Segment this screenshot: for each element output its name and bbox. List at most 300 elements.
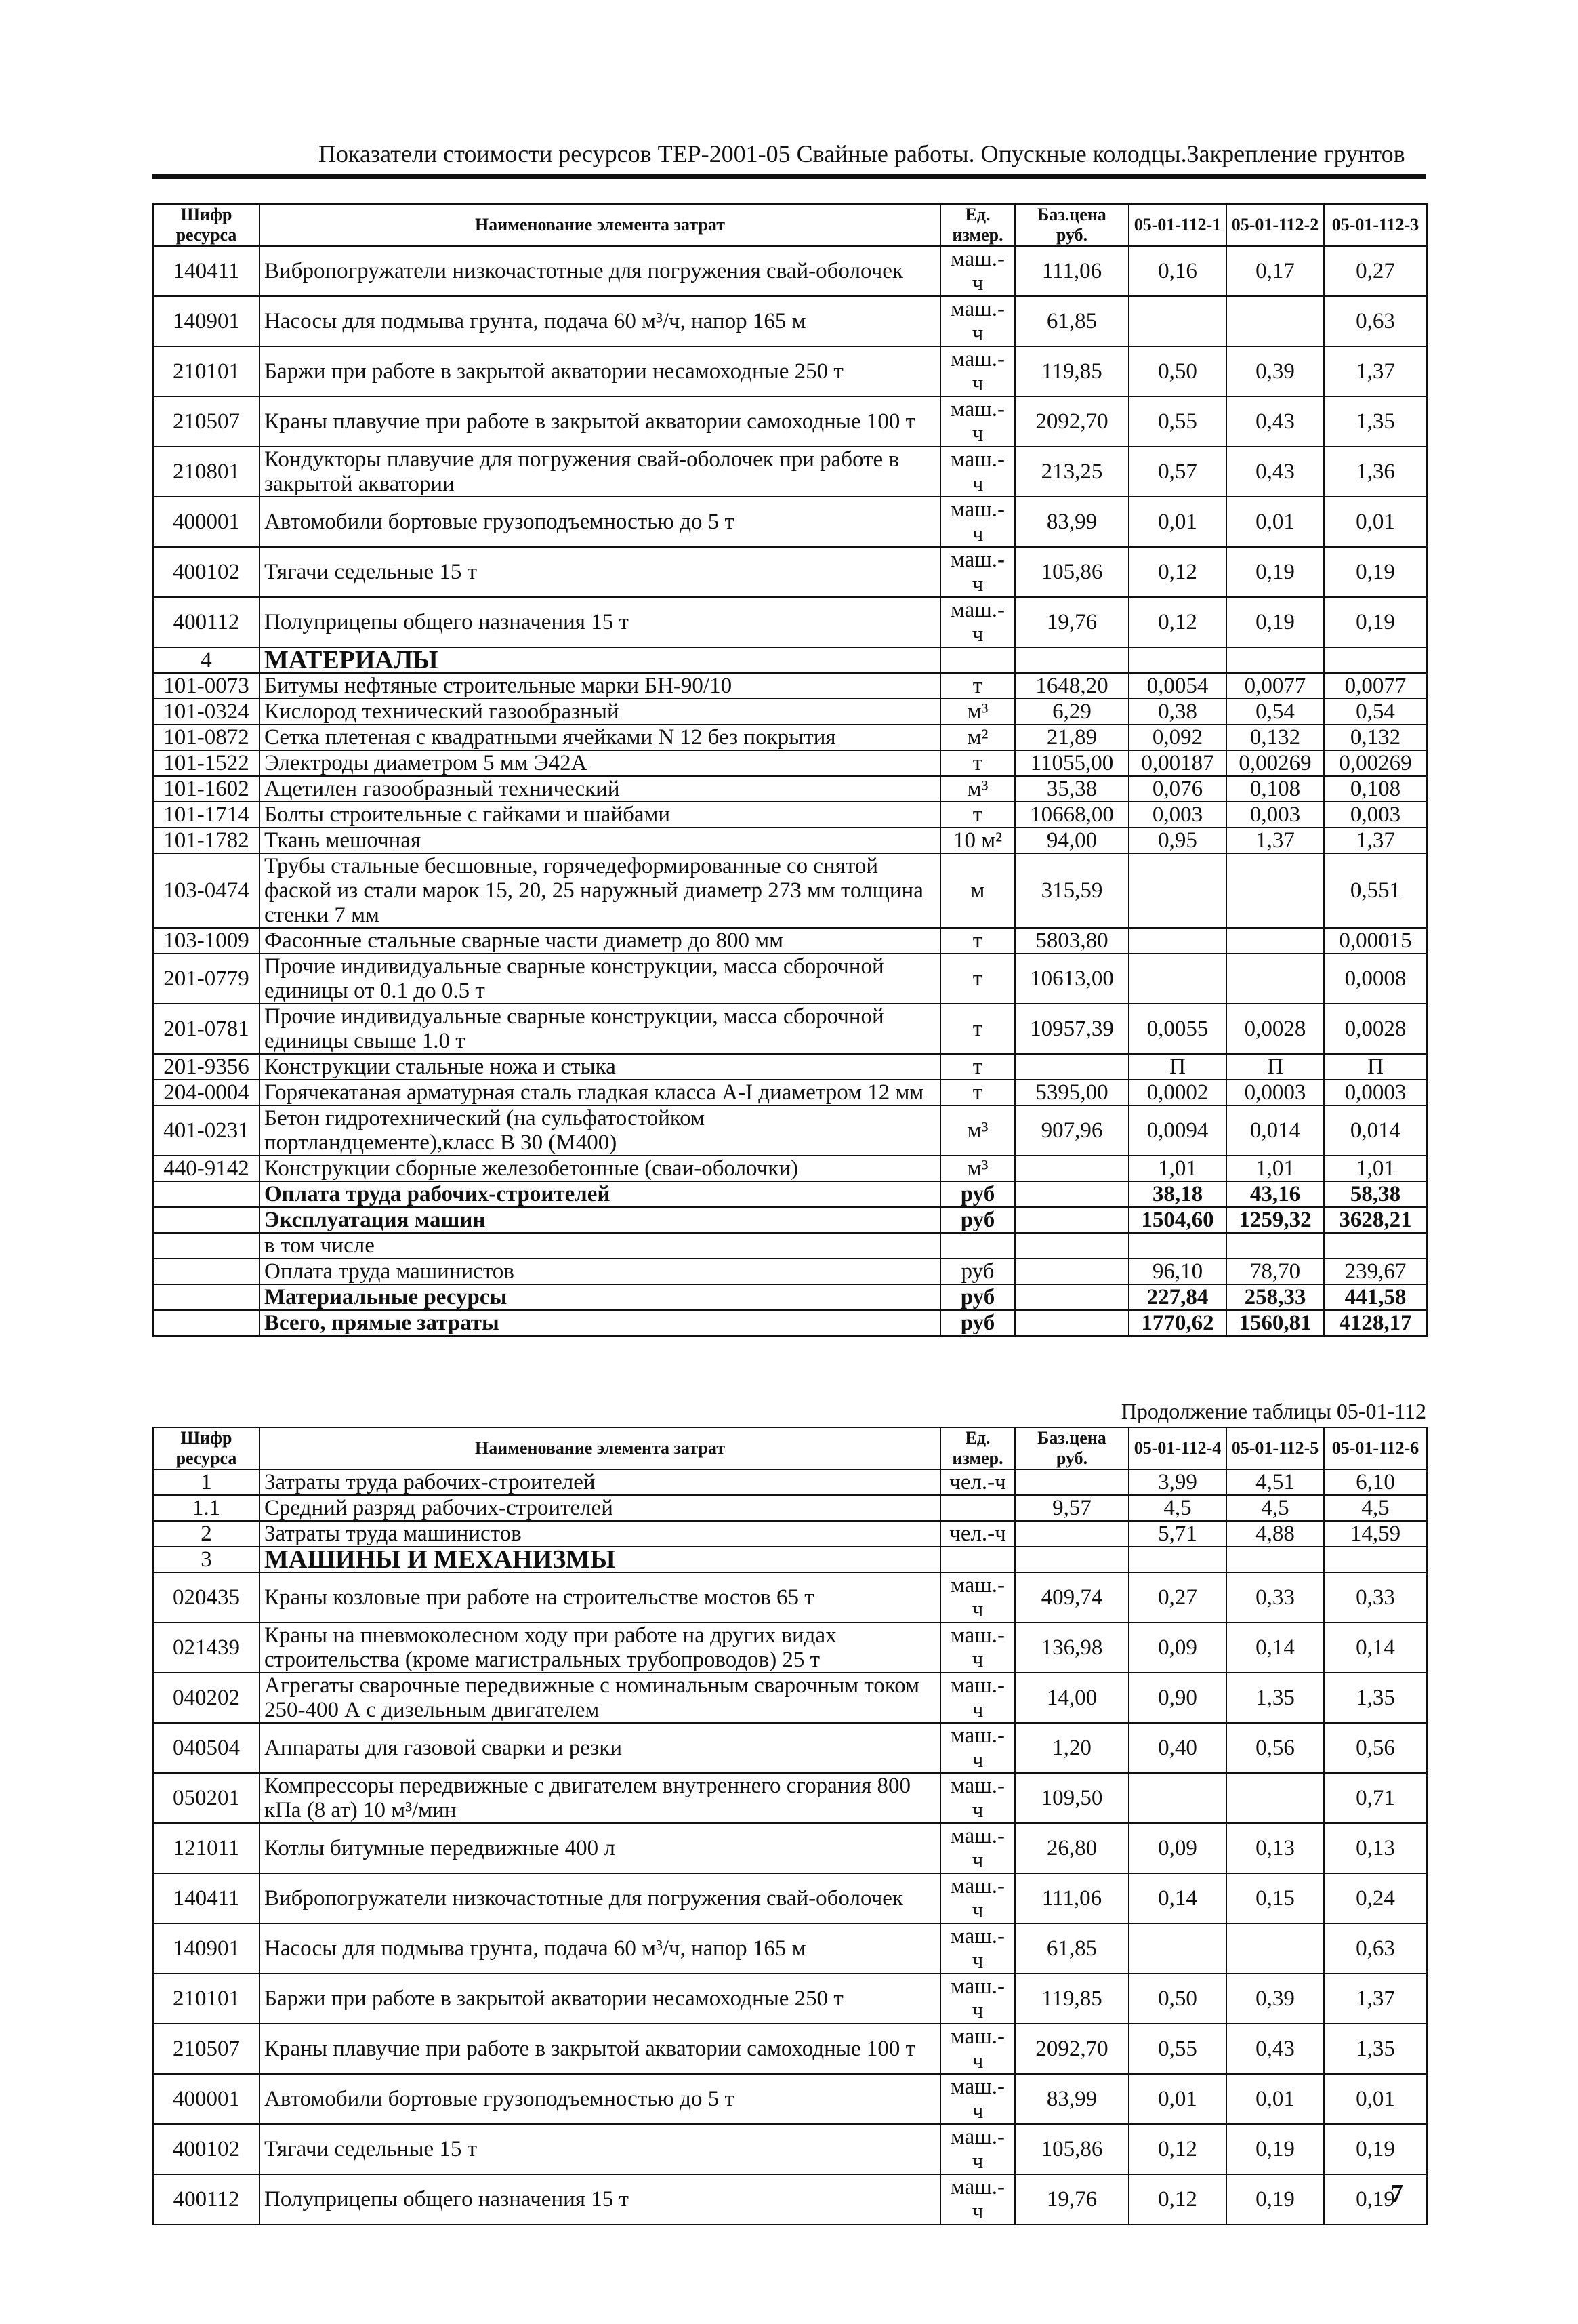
cell-c1: 4,5 <box>1129 1495 1226 1521</box>
cell-c2: 0,39 <box>1226 346 1324 396</box>
cell-c3: 6,10 <box>1324 1469 1427 1495</box>
cell-c2 <box>1226 1233 1324 1259</box>
cell-unit: маш.-ч <box>940 447 1015 497</box>
cell-c1 <box>1129 296 1226 346</box>
cell-price: 83,99 <box>1015 497 1129 547</box>
cell-c2: 0,33 <box>1226 1572 1324 1623</box>
cell-price: 2092,70 <box>1015 2024 1129 2074</box>
cell-c3: 0,014 <box>1324 1105 1427 1156</box>
cell-name: Конструкции сборные железобетонные (сваи-оболочки) <box>259 1156 940 1181</box>
cell-c2: 4,88 <box>1226 1521 1324 1547</box>
cell-price: 11055,00 <box>1015 750 1129 776</box>
cell-c2: 0,39 <box>1226 1974 1324 2024</box>
cell-price: 9,57 <box>1015 1495 1129 1521</box>
cell-c3: 4128,17 <box>1324 1310 1427 1336</box>
cell-price: 2092,70 <box>1015 396 1129 447</box>
cell-unit: руб <box>940 1310 1015 1336</box>
cell-price: 213,25 <box>1015 447 1129 497</box>
table-row <box>153 928 1427 954</box>
cell-price: 136,98 <box>1015 1623 1129 1673</box>
cell-price <box>1015 1233 1129 1259</box>
cell-c3: 3628,21 <box>1324 1207 1427 1233</box>
cell-unit: т <box>940 928 1015 954</box>
cell-c3: 0,33 <box>1324 1572 1427 1623</box>
cell-price: 61,85 <box>1015 1923 1129 1974</box>
cell-name: Краны плавучие при работе в закрытой акватории самоходные 100 т <box>259 2024 940 2074</box>
cell-c1: 227,84 <box>1129 1284 1226 1310</box>
cell-unit: маш.-ч <box>940 597 1015 647</box>
cell-c3: 58,38 <box>1324 1181 1427 1207</box>
cell-c3: 0,24 <box>1324 1873 1427 1923</box>
cell-price <box>1015 1207 1129 1233</box>
cell-code: 101-0324 <box>153 699 259 725</box>
cell-c3: 1,35 <box>1324 2024 1427 2074</box>
cell-unit: маш.-ч <box>940 497 1015 547</box>
cell-price: 83,99 <box>1015 2074 1129 2124</box>
cell-code: 204-0004 <box>153 1080 259 1105</box>
table-row <box>153 346 1427 396</box>
table-row <box>153 673 1427 699</box>
cell-name: Насосы для подмыва грунта, подача 60 м³/ч, напор 165 м <box>259 296 940 346</box>
cell-name: МАТЕРИАЛЫ <box>259 647 940 673</box>
cell-name: Прочие индивидуальные сварные конструкции, масса сборочной единицы от 0.1 до 0.5 т <box>259 954 940 1004</box>
cell-price <box>1015 647 1129 673</box>
cell-unit: м³ <box>940 699 1015 725</box>
cell-code <box>153 1233 259 1259</box>
cell-c2 <box>1226 853 1324 928</box>
cell-c1: 0,0002 <box>1129 1080 1226 1105</box>
cell-code: 401-0231 <box>153 1105 259 1156</box>
cell-unit: маш.-ч <box>940 1773 1015 1823</box>
cell-c1: 0,27 <box>1129 1572 1226 1623</box>
cell-name: Краны козловые при работе на строительстве мостов 65 т <box>259 1572 940 1623</box>
cell-c2: 4,5 <box>1226 1495 1324 1521</box>
cell-c1: 0,16 <box>1129 246 1226 296</box>
cell-price: 109,50 <box>1015 1773 1129 1823</box>
cell-c2: 4,51 <box>1226 1469 1324 1495</box>
cell-c2: 0,19 <box>1226 2174 1324 2224</box>
cell-unit <box>940 1547 1015 1572</box>
cell-c1: 0,01 <box>1129 2074 1226 2124</box>
cell-name: Насосы для подмыва грунта, подача 60 м³/ч, напор 165 м <box>259 1923 940 1974</box>
cell-code: 101-1782 <box>153 828 259 853</box>
cell-c1: 0,95 <box>1129 828 1226 853</box>
cell-c1: 0,50 <box>1129 1974 1226 2024</box>
cell-price <box>1015 1156 1129 1181</box>
cell-c2: 43,16 <box>1226 1181 1324 1207</box>
table-row <box>153 2024 1427 2074</box>
cell-c1: 1770,62 <box>1129 1310 1226 1336</box>
cell-code <box>153 1284 259 1310</box>
col-header-code: Шифр ресурса <box>153 1427 259 1469</box>
cell-price <box>1015 1521 1129 1547</box>
cell-c1: 0,0054 <box>1129 673 1226 699</box>
cell-name: Эксплуатация машин <box>259 1207 940 1233</box>
cell-c3 <box>1324 647 1427 673</box>
cell-code: 1 <box>153 1469 259 1495</box>
cell-code: 400112 <box>153 2174 259 2224</box>
cell-c3: 0,0077 <box>1324 673 1427 699</box>
col-header-c3: 05-01-112-3 <box>1324 204 1427 246</box>
cell-code: 101-0073 <box>153 673 259 699</box>
cell-unit: маш.-ч <box>940 246 1015 296</box>
cell-name: МАШИНЫ И МЕХАНИЗМЫ <box>259 1547 940 1572</box>
cell-price: 105,86 <box>1015 2124 1129 2174</box>
cell-name: в том числе <box>259 1233 940 1259</box>
cell-c1: 1,01 <box>1129 1156 1226 1181</box>
cell-unit: маш.-ч <box>940 2174 1015 2224</box>
cell-c2: 0,43 <box>1226 447 1324 497</box>
cell-c1: 0,90 <box>1129 1673 1226 1723</box>
cell-name: Болты строительные с гайками и шайбами <box>259 802 940 828</box>
cell-c3: 0,63 <box>1324 296 1427 346</box>
cell-price: 61,85 <box>1015 296 1129 346</box>
table-row <box>153 1773 1427 1823</box>
cell-c1: 0,12 <box>1129 2174 1226 2224</box>
cell-c1: 0,55 <box>1129 2024 1226 2074</box>
cell-c3: 441,58 <box>1324 1284 1427 1310</box>
table-row <box>153 1207 1427 1233</box>
cell-c1: 96,10 <box>1129 1259 1226 1284</box>
cell-c2: 0,43 <box>1226 2024 1324 2074</box>
cell-c2: 78,70 <box>1226 1259 1324 1284</box>
cell-name: Баржи при работе в закрытой акватории несамоходные 250 т <box>259 1974 940 2024</box>
col-header-price: Баз.цена руб. <box>1015 204 1129 246</box>
table-row <box>153 1873 1427 1923</box>
cell-c2: П <box>1226 1054 1324 1080</box>
cell-c2 <box>1226 296 1324 346</box>
table-row <box>153 597 1427 647</box>
cell-name: Компрессоры передвижные с двигателем внутреннего сгорания 800 кПа (8 ат) 10 м³/мин <box>259 1773 940 1823</box>
cell-c1: 0,076 <box>1129 776 1226 802</box>
cell-c1: 0,0055 <box>1129 1004 1226 1054</box>
cell-c3: 0,19 <box>1324 2174 1427 2224</box>
cell-name: Оплата труда машинистов <box>259 1259 940 1284</box>
cell-code: 201-0779 <box>153 954 259 1004</box>
table-row <box>153 1310 1427 1336</box>
cell-code: 140901 <box>153 296 259 346</box>
table-row <box>153 1623 1427 1673</box>
cell-code: 4 <box>153 647 259 673</box>
cell-c1: 0,0094 <box>1129 1105 1226 1156</box>
cell-c2: 0,54 <box>1226 699 1324 725</box>
cell-name: Полуприцепы общего назначения 15 т <box>259 2174 940 2224</box>
table-row <box>153 1284 1427 1310</box>
cell-unit: маш.-ч <box>940 547 1015 597</box>
cell-name: Ткань мешочная <box>259 828 940 853</box>
cell-c3: 4,5 <box>1324 1495 1427 1521</box>
cell-c3: 1,37 <box>1324 1974 1427 2024</box>
cell-c1: 0,00187 <box>1129 750 1226 776</box>
cell-code: 1.1 <box>153 1495 259 1521</box>
cell-c2: 0,19 <box>1226 2124 1324 2174</box>
page-header: Показатели стоимости ресурсов ТЕР-2001-05 Свайные работы. Опускные колодцы.Закрепление грунтов <box>318 140 1405 167</box>
cell-c2 <box>1226 1923 1324 1974</box>
cell-c1 <box>1129 954 1226 1004</box>
cell-code: 400001 <box>153 497 259 547</box>
table-row <box>153 1974 1427 2024</box>
table-row <box>153 1572 1427 1623</box>
table-row <box>153 725 1427 750</box>
cell-code: 050201 <box>153 1773 259 1823</box>
cell-c3: 0,19 <box>1324 597 1427 647</box>
cell-name: Прочие индивидуальные сварные конструкции, масса сборочной единицы свыше 1.0 т <box>259 1004 940 1054</box>
cell-name: Трубы стальные бесшовные, горячедеформированные со снятой фаской из стали марок 15, 20, 25 наружный диаметр 273 мм толщина стенки 7 мм <box>259 853 940 928</box>
cell-price <box>1015 1259 1129 1284</box>
cell-c3: 0,56 <box>1324 1723 1427 1773</box>
cell-unit: маш.-ч <box>940 1923 1015 1974</box>
cell-unit: руб <box>940 1259 1015 1284</box>
cell-c1: П <box>1129 1054 1226 1080</box>
cell-unit: маш.-ч <box>940 2124 1015 2174</box>
cell-code: 103-1009 <box>153 928 259 954</box>
cell-price: 111,06 <box>1015 246 1129 296</box>
cell-name: Затраты труда машинистов <box>259 1521 940 1547</box>
cell-c2: 0,108 <box>1226 776 1324 802</box>
cell-code: 140411 <box>153 1873 259 1923</box>
cell-c1 <box>1129 928 1226 954</box>
cell-name: Бетон гидротехнический (на сульфатостойком портландцементе),класс В 30 (М400) <box>259 1105 940 1156</box>
cell-code: 400001 <box>153 2074 259 2124</box>
cell-unit: м <box>940 853 1015 928</box>
cell-unit: чел.-ч <box>940 1521 1015 1547</box>
table-row <box>153 1105 1427 1156</box>
cell-code: 101-1714 <box>153 802 259 828</box>
col-header-c2: 05-01-112-5 <box>1226 1427 1324 1469</box>
cell-c1: 38,18 <box>1129 1181 1226 1207</box>
cell-code: 040202 <box>153 1673 259 1723</box>
cell-code: 201-9356 <box>153 1054 259 1080</box>
cell-name: Кислород технический газообразный <box>259 699 940 725</box>
col-header-price: Баз.цена руб. <box>1015 1427 1129 1469</box>
cell-code: 3 <box>153 1547 259 1572</box>
cell-unit: маш.-ч <box>940 1623 1015 1673</box>
cell-unit: маш.-ч <box>940 1974 1015 2024</box>
cell-price <box>1015 1469 1129 1495</box>
cell-c3 <box>1324 1547 1427 1572</box>
cell-name: Всего, прямые затраты <box>259 1310 940 1336</box>
cell-name: Полуприцепы общего назначения 15 т <box>259 597 940 647</box>
table-row <box>153 1004 1427 1054</box>
cell-price: 105,86 <box>1015 547 1129 597</box>
table-header-row <box>153 204 1427 246</box>
cell-unit <box>940 1233 1015 1259</box>
cell-c1: 1504,60 <box>1129 1207 1226 1233</box>
cell-c3: 0,108 <box>1324 776 1427 802</box>
cell-c3: 0,19 <box>1324 547 1427 597</box>
cell-c2: 0,01 <box>1226 497 1324 547</box>
cell-name: Ацетилен газообразный технический <box>259 776 940 802</box>
col-header-c2: 05-01-112-2 <box>1226 204 1324 246</box>
table-row <box>153 1723 1427 1773</box>
cell-name: Электроды диаметром 5 мм Э42А <box>259 750 940 776</box>
cell-unit: т <box>940 1004 1015 1054</box>
table-row <box>153 1469 1427 1495</box>
cell-c3: 1,35 <box>1324 1673 1427 1723</box>
cell-price: 94,00 <box>1015 828 1129 853</box>
col-header-code: Шифр ресурса <box>153 204 259 246</box>
cell-c2 <box>1226 1773 1324 1823</box>
col-header-c3: 05-01-112-6 <box>1324 1427 1427 1469</box>
cell-unit: т <box>940 1080 1015 1105</box>
cell-c1: 0,12 <box>1129 2124 1226 2174</box>
table-row <box>153 1673 1427 1723</box>
table-row <box>153 853 1427 928</box>
cell-c1 <box>1129 1923 1226 1974</box>
cell-name: Вибропогружатели низкочастотные для погружения свай-оболочек <box>259 246 940 296</box>
cell-code: 400102 <box>153 2124 259 2174</box>
table-row <box>153 750 1427 776</box>
cell-c2: 1560,81 <box>1226 1310 1324 1336</box>
cell-c3: 0,01 <box>1324 497 1427 547</box>
continuation-caption: Продолжение таблицы 05-01-112 <box>1121 1399 1426 1423</box>
cell-price: 409,74 <box>1015 1572 1129 1623</box>
cell-c3: 1,01 <box>1324 1156 1427 1181</box>
cell-unit: 10 м² <box>940 828 1015 853</box>
cell-c1 <box>1129 1773 1226 1823</box>
col-header-name: Наименование элемента затрат <box>259 1427 940 1469</box>
cell-unit: руб <box>940 1284 1015 1310</box>
cell-c2: 0,14 <box>1226 1623 1324 1673</box>
cell-c1 <box>1129 647 1226 673</box>
cell-price: 1648,20 <box>1015 673 1129 699</box>
cell-unit: т <box>940 750 1015 776</box>
table-row <box>153 1923 1427 1974</box>
cell-unit: маш.-ч <box>940 2074 1015 2124</box>
cell-name: Автомобили бортовые грузоподъемностью до 5 т <box>259 497 940 547</box>
cell-code: 140901 <box>153 1923 259 1974</box>
cell-price: 907,96 <box>1015 1105 1129 1156</box>
col-header-c1: 05-01-112-4 <box>1129 1427 1226 1469</box>
resource-table-1 <box>152 203 1428 1337</box>
cell-c1: 0,57 <box>1129 447 1226 497</box>
cell-c2: 0,0028 <box>1226 1004 1324 1054</box>
table-row <box>153 828 1427 853</box>
table-row <box>153 497 1427 547</box>
cell-unit: маш.-ч <box>940 1823 1015 1873</box>
cell-price <box>1015 1181 1129 1207</box>
cell-name: Фасонные стальные сварные части диаметр до 800 мм <box>259 928 940 954</box>
cell-c3: П <box>1324 1054 1427 1080</box>
cell-c2: 0,132 <box>1226 725 1324 750</box>
cell-price: 5395,00 <box>1015 1080 1129 1105</box>
cell-price: 119,85 <box>1015 346 1129 396</box>
cell-code: 210101 <box>153 1974 259 2024</box>
cell-name: Аппараты для газовой сварки и резки <box>259 1723 940 1773</box>
table-row <box>153 647 1427 673</box>
table-row <box>153 547 1427 597</box>
table-row <box>153 1259 1427 1284</box>
table-row <box>153 1823 1427 1873</box>
cell-c1: 0,09 <box>1129 1823 1226 1873</box>
cell-name: Тягачи седельные 15 т <box>259 547 940 597</box>
cell-code: 400102 <box>153 547 259 597</box>
cell-c2 <box>1226 928 1324 954</box>
table-body <box>153 246 1427 1336</box>
cell-code <box>153 1310 259 1336</box>
cell-name: Кондукторы плавучие для погружения свай-оболочек при работе в закрытой акватории <box>259 447 940 497</box>
cell-c2 <box>1226 1547 1324 1572</box>
table-row <box>153 1156 1427 1181</box>
cell-code <box>153 1181 259 1207</box>
cell-name: Битумы нефтяные строительные марки БН-90/10 <box>259 673 940 699</box>
cell-c1: 0,14 <box>1129 1873 1226 1923</box>
table-row <box>153 699 1427 725</box>
cell-price: 26,80 <box>1015 1823 1129 1873</box>
cell-c3: 0,00015 <box>1324 928 1427 954</box>
cell-code: 400112 <box>153 597 259 647</box>
cell-c1: 0,40 <box>1129 1723 1226 1773</box>
cell-unit: т <box>940 673 1015 699</box>
table-row <box>153 2124 1427 2174</box>
cell-c1 <box>1129 1547 1226 1572</box>
cell-c1: 0,01 <box>1129 497 1226 547</box>
table-row <box>153 1233 1427 1259</box>
cell-c3: 0,0008 <box>1324 954 1427 1004</box>
cell-unit: т <box>940 1054 1015 1080</box>
cell-c1 <box>1129 853 1226 928</box>
table-row <box>153 2174 1427 2224</box>
cell-name: Оплата труда рабочих-строителей <box>259 1181 940 1207</box>
cell-c3: 0,00269 <box>1324 750 1427 776</box>
cell-unit: маш.-ч <box>940 346 1015 396</box>
cell-c2: 1259,32 <box>1226 1207 1324 1233</box>
cell-price: 119,85 <box>1015 1974 1129 2024</box>
cell-c2 <box>1226 954 1324 1004</box>
cell-name: Средний разряд рабочих-строителей <box>259 1495 940 1521</box>
cell-price <box>1015 1054 1129 1080</box>
cell-c2: 0,0003 <box>1226 1080 1324 1105</box>
cell-c1: 0,12 <box>1129 547 1226 597</box>
cell-unit: т <box>940 802 1015 828</box>
cell-c2: 0,0077 <box>1226 673 1324 699</box>
table-row <box>153 396 1427 447</box>
header-divider <box>152 174 1426 179</box>
cell-c1: 3,99 <box>1129 1469 1226 1495</box>
cell-c3: 0,27 <box>1324 246 1427 296</box>
cell-price <box>1015 1284 1129 1310</box>
cell-code: 121011 <box>153 1823 259 1873</box>
cell-c2: 1,01 <box>1226 1156 1324 1181</box>
col-header-name: Наименование элемента затрат <box>259 204 940 246</box>
cell-c1 <box>1129 1233 1226 1259</box>
table-row <box>153 1054 1427 1080</box>
cell-c1: 0,09 <box>1129 1623 1226 1673</box>
col-header-unit: Ед. измер. <box>940 1427 1015 1469</box>
table-row <box>153 802 1427 828</box>
cell-code: 201-0781 <box>153 1004 259 1054</box>
cell-c2: 0,19 <box>1226 547 1324 597</box>
cell-c2: 0,17 <box>1226 246 1324 296</box>
cell-price: 1,20 <box>1015 1723 1129 1773</box>
table-row <box>153 776 1427 802</box>
table-header-row <box>153 1427 1427 1469</box>
cell-code: 140411 <box>153 246 259 296</box>
cell-unit: маш.-ч <box>940 1572 1015 1623</box>
cell-c1: 0,55 <box>1129 396 1226 447</box>
cell-price: 10613,00 <box>1015 954 1129 1004</box>
cell-c1: 5,71 <box>1129 1521 1226 1547</box>
cell-name: Материальные ресурсы <box>259 1284 940 1310</box>
cell-price: 35,38 <box>1015 776 1129 802</box>
cell-c2: 0,19 <box>1226 597 1324 647</box>
cell-c3: 14,59 <box>1324 1521 1427 1547</box>
table-body <box>153 1469 1427 2224</box>
cell-unit: маш.-ч <box>940 1673 1015 1723</box>
cell-unit: т <box>940 954 1015 1004</box>
cell-price: 19,76 <box>1015 2174 1129 2224</box>
cell-c3: 0,63 <box>1324 1923 1427 1974</box>
